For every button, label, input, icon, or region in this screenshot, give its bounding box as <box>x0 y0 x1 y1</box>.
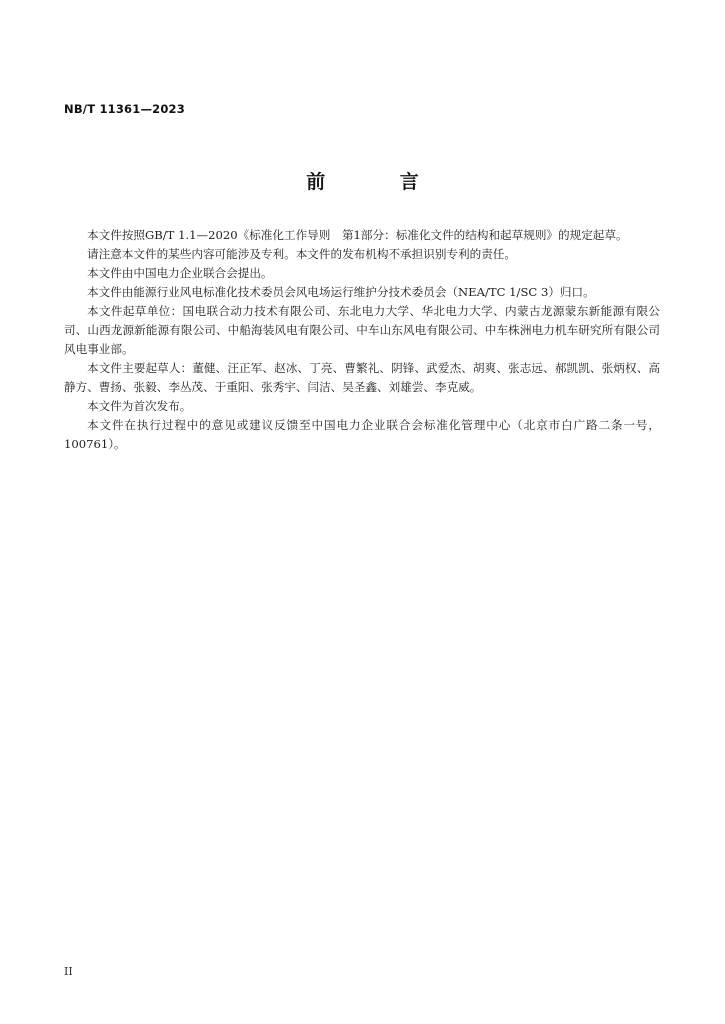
foreword-body <box>64 226 660 454</box>
paragraph-drafting-rules: 本文件按照GB/T 1.1—2020《标准化工作导则 第1部分：标准化文件的结构和起草规则》的规定起草。 <box>87 228 628 242</box>
paragraph-feedback: 本文件在执行过程中的意见或建议反馈至中国电力企业联合会标准化管理中心（北京市白广路二条一号，100761）。 <box>64 418 660 451</box>
standard-code: NB/T 11361—2023 <box>64 102 185 116</box>
paragraph-proposed-by: 本文件由中国电力企业联合会提出。 <box>87 266 273 280</box>
page-number: II <box>64 965 73 978</box>
paragraph-drafting-organizations: 本文件起草单位：国电联合动力技术有限公司、东北电力大学、华北电力大学、内蒙古龙源蒙东新能源有限公司、山西龙源新能源有限公司、中船海装风电有限公司、中车山东风电有限公司、中车株洲电力机车研究所有限公司风电事业部。 <box>64 304 660 356</box>
paragraph-first-release: 本文件为首次发布。 <box>87 399 192 413</box>
paragraph-patent-notice: 请注意本文件的某些内容可能涉及专利。本文件的发布机构不承担识别专利的责任。 <box>87 247 516 261</box>
page-title: 前 言 <box>306 171 453 193</box>
paragraph-technical-committee: 本文件由能源行业风电标准化技术委员会风电场运行维护分技术委员会（NEA/TC 1/SC 3）归口。 <box>87 285 595 299</box>
paragraph-main-drafters: 本文件主要起草人：董健、汪正军、赵冰、丁亮、曹繁礼、阴锋、武爱杰、胡爽、张志远、郝凯凯、张炳权、高静方、曹扬、张毅、李丛茂、于重阳、张秀宇、闫洁、吴圣鑫、刘雄尝、李克威。 <box>64 361 660 394</box>
